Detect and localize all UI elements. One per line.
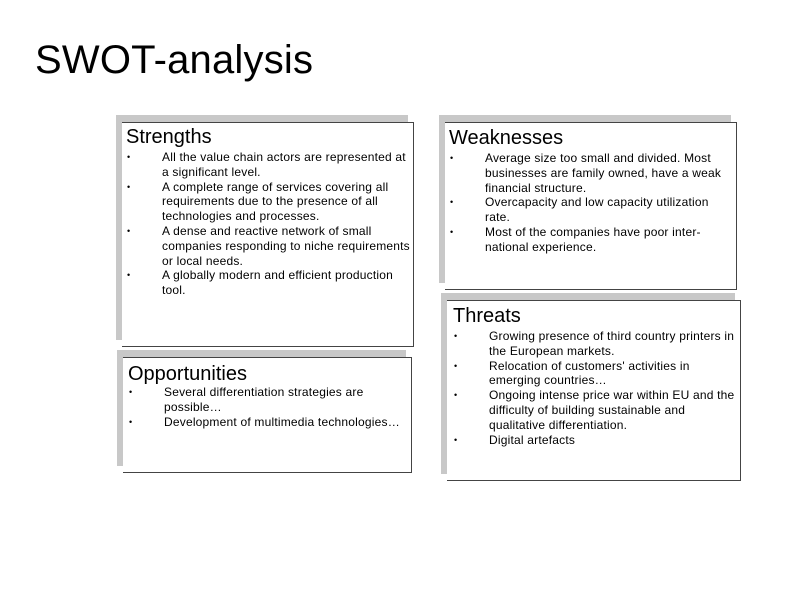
list-item: • Ongoing intense price war within EU and the difficulty of building sustainable and qualitative differentiation. bbox=[451, 388, 739, 432]
list-item: • Development of multimedia technologies… bbox=[126, 415, 410, 430]
list-item: • Relocation of customers' activities in emerging countries… bbox=[451, 359, 739, 389]
strengths-title: Strengths bbox=[126, 126, 212, 148]
threats-box bbox=[447, 300, 741, 481]
page-title: SWOT-analysis bbox=[35, 38, 314, 82]
list-item: • Average size too small and divided. Most businesses are family owned, have a weak financial structure. bbox=[447, 151, 735, 195]
threats-title: Threats bbox=[453, 305, 521, 327]
list-item: • Most of the companies have poor inter-national experience. bbox=[447, 225, 735, 255]
opportunities-list bbox=[126, 385, 410, 429]
threats-list bbox=[451, 329, 739, 447]
list-item: • Growing presence of third country printers in the European markets. bbox=[451, 329, 739, 359]
list-item: • A complete range of services covering all requirements due to the presence of all technologies and processes. bbox=[124, 180, 412, 224]
weaknesses-list bbox=[447, 151, 735, 255]
list-item: • Digital artefacts bbox=[451, 433, 739, 448]
weaknesses-box bbox=[445, 122, 737, 290]
weaknesses-title: Weaknesses bbox=[449, 127, 564, 149]
list-item: • A dense and reactive network of small companies responding to niche requirements or local needs. bbox=[124, 224, 412, 268]
list-item: • A globally modern and efficient production tool. bbox=[124, 268, 412, 298]
list-item: • Overcapacity and low capacity utilization rate. bbox=[447, 195, 735, 225]
opportunities-title: Opportunities bbox=[128, 363, 247, 385]
strengths-list bbox=[124, 150, 412, 298]
opportunities-box bbox=[123, 357, 412, 473]
strengths-box bbox=[122, 122, 414, 347]
list-item: • All the value chain actors are represented at a significant level. bbox=[124, 150, 412, 180]
list-item: • Several differentiation strategies are possible… bbox=[126, 385, 410, 415]
